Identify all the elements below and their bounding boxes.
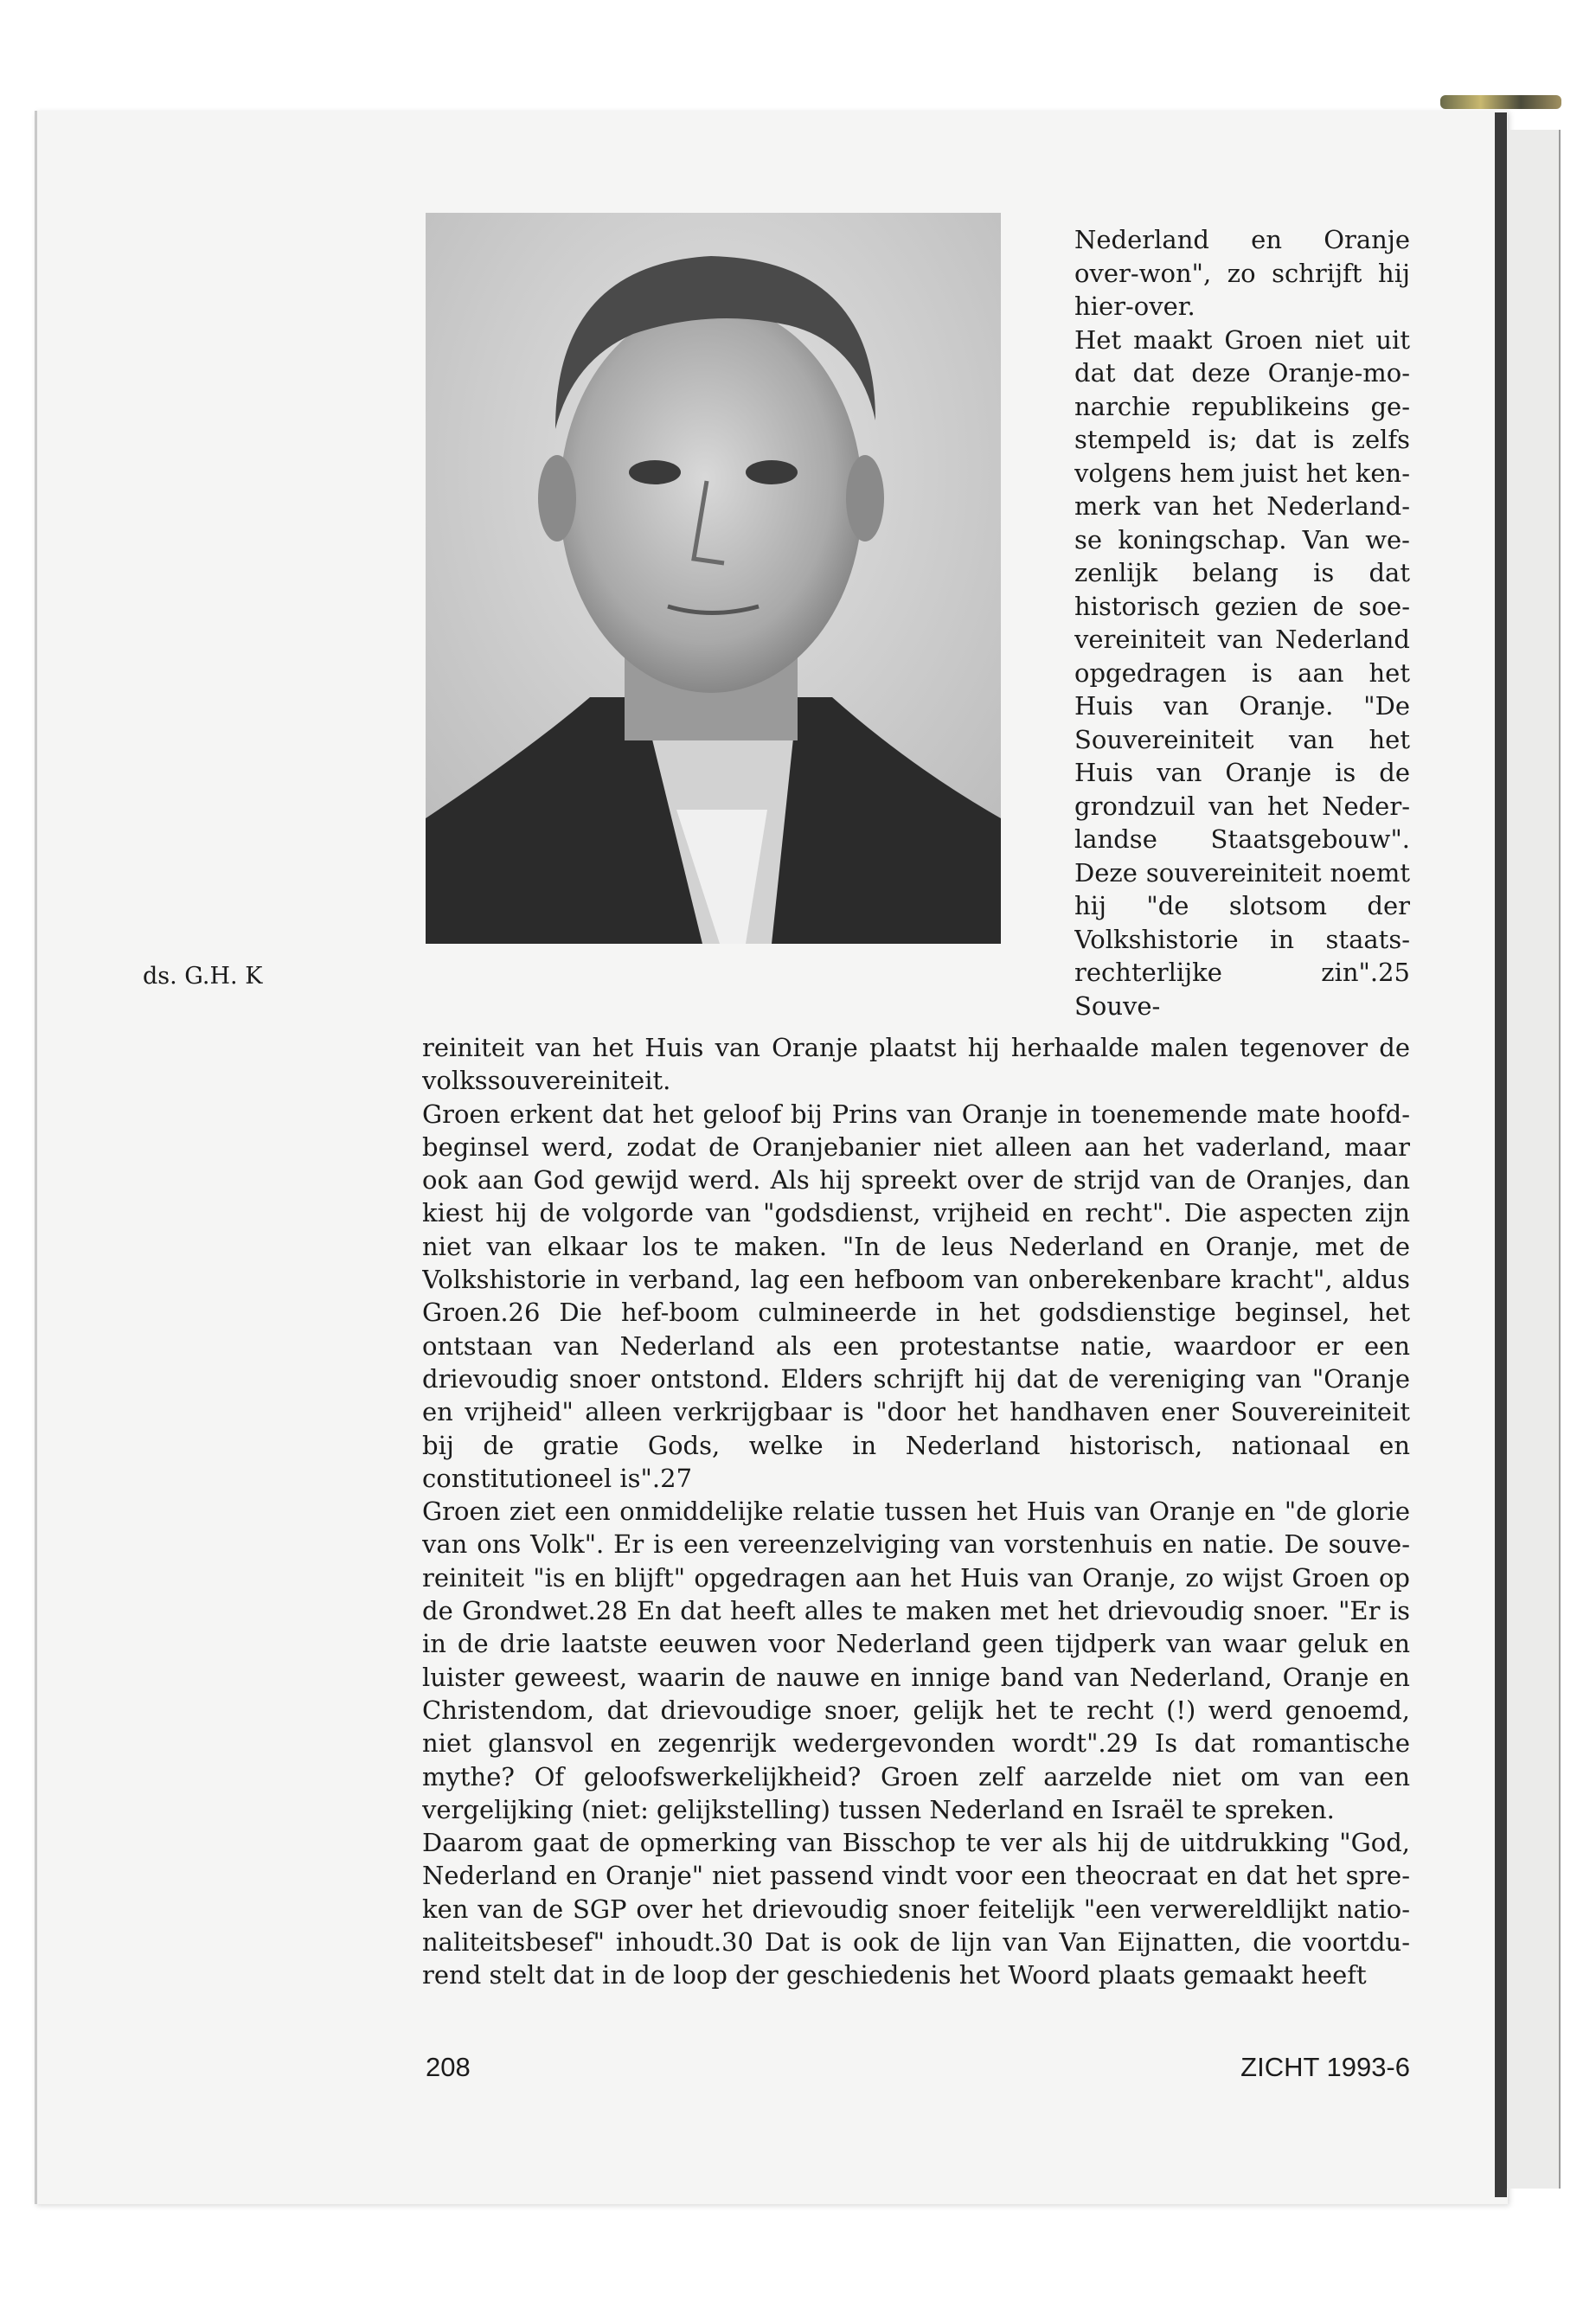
page-edge bbox=[1495, 112, 1507, 2197]
body-paragraph: reiniteit van het Huis van Oranje plaatst hij herhaalde malen tegenover de volkssouvereiniteit. bbox=[422, 1033, 1410, 1096]
photo-caption: ds. G.H. K bbox=[143, 963, 263, 990]
next-page-edge bbox=[1507, 130, 1561, 2189]
side-column bbox=[1074, 223, 1410, 1019]
body-paragraph: Daarom gaat de opmerking van Bisschop te ver als hij de uitdrukking "God, Nederland en Oranje" niet passend vindt voor een theocraat en dat het spre-ken van de SGP over het drievoudig snoer feitelijk "een verwereldlijkt natio-naliteitsbesef" inhoudt.30 Dat is ook de lijn van Van Eijnatten, die voortdu-rend stelt dat in de loop der geschiedenis het Woord plaats gemaakt heeft bbox=[422, 1828, 1410, 1990]
portrait-photo bbox=[426, 213, 1001, 944]
binding-clip bbox=[1440, 95, 1561, 109]
main-column bbox=[422, 1031, 1410, 2022]
page-number: 208 bbox=[426, 2052, 471, 2082]
side-paragraph: Het maakt Groen niet uit dat dat deze Oranje-mo-narchie republikeins ge-stempeld is; dat is zelfs volgens hem juist het ken-merk van het Nederland-se koningschap. Van we-zenlijk belang is dat historisch gezien de soe-vereiniteit van Nederland opgedragen is aan het Huis van Oranje. "De Souvereiniteit van het Huis van Oranje is de grondzuil van het Neder-landse Staatsgebouw". Deze souvereiniteit noemt hij "de slotsom der Volkshistorie in staats-rechterlijke zin".25 Souve- bbox=[1074, 324, 1410, 1019]
body-paragraph: Groen erkent dat het geloof bij Prins van Oranje in toenemende mate hoofd-beginsel werd, zodat de Oranjebanier niet alleen aan het vaderland, maar ook aan God gewijd werd. Als hij spreekt over de strijd van de Oranjes, dan kiest hij de volgorde van "godsdienst, vrijheid en recht". Die aspecten zijn niet van elkaar los te maken. "In de leus Nederland en Oranje, met de Volkshistorie in verband, lag een hefboom van onberekenbare kracht", aldus Groen.26 Die hef-boom culmineerde in het godsdienstige beginsel, het ontstaan van Nederland als een protestantse natie, waardoor er een drievoudig snoer ontstond. Elders schrijft hij dat de vereniging van "Oranje en vrijheid" alleen verkrijgbaar is "door het handhaven ener Souvereiniteit bij de gratie Gods, welke in Nederland historisch, nationaal en constitutioneel is".27 bbox=[422, 1099, 1410, 1493]
side-paragraph: Nederland en Oranje over-won", zo schrijft hij hier-over. bbox=[1074, 225, 1410, 321]
magazine-issue: ZICHT 1993-6 bbox=[1240, 2052, 1410, 2082]
body-paragraph: Groen ziet een onmiddelijke relatie tussen het Huis van Oranje en "de glorie van ons Volk". Er is een vereenzelviging van vorstenhuis en natie. De souve-reiniteit "is en blijft" opgedragen aan het Huis van Oranje, zo wijst Groen op de Grondwet.28 En dat heeft alles te maken met het drievoudig snoer. "Er is in de drie laatste eeuwen voor Nederland geen tijdperk van waar geluk en luister geweest, waarin de nauwe en innige band van Nederland, Oranje en Christendom, dat drievoudige snoer, gelijk het te recht (!) werd genoemd, niet glansvol en zegenrijk wedergevonden wordt".29 Is dat romantische mythe? Of geloofswerkelijkheid? Groen zelf aarzelde niet om van een vergelijking (niet: gelijkstelling) tussen Nederland en Israël te spreken. bbox=[422, 1497, 1410, 1824]
